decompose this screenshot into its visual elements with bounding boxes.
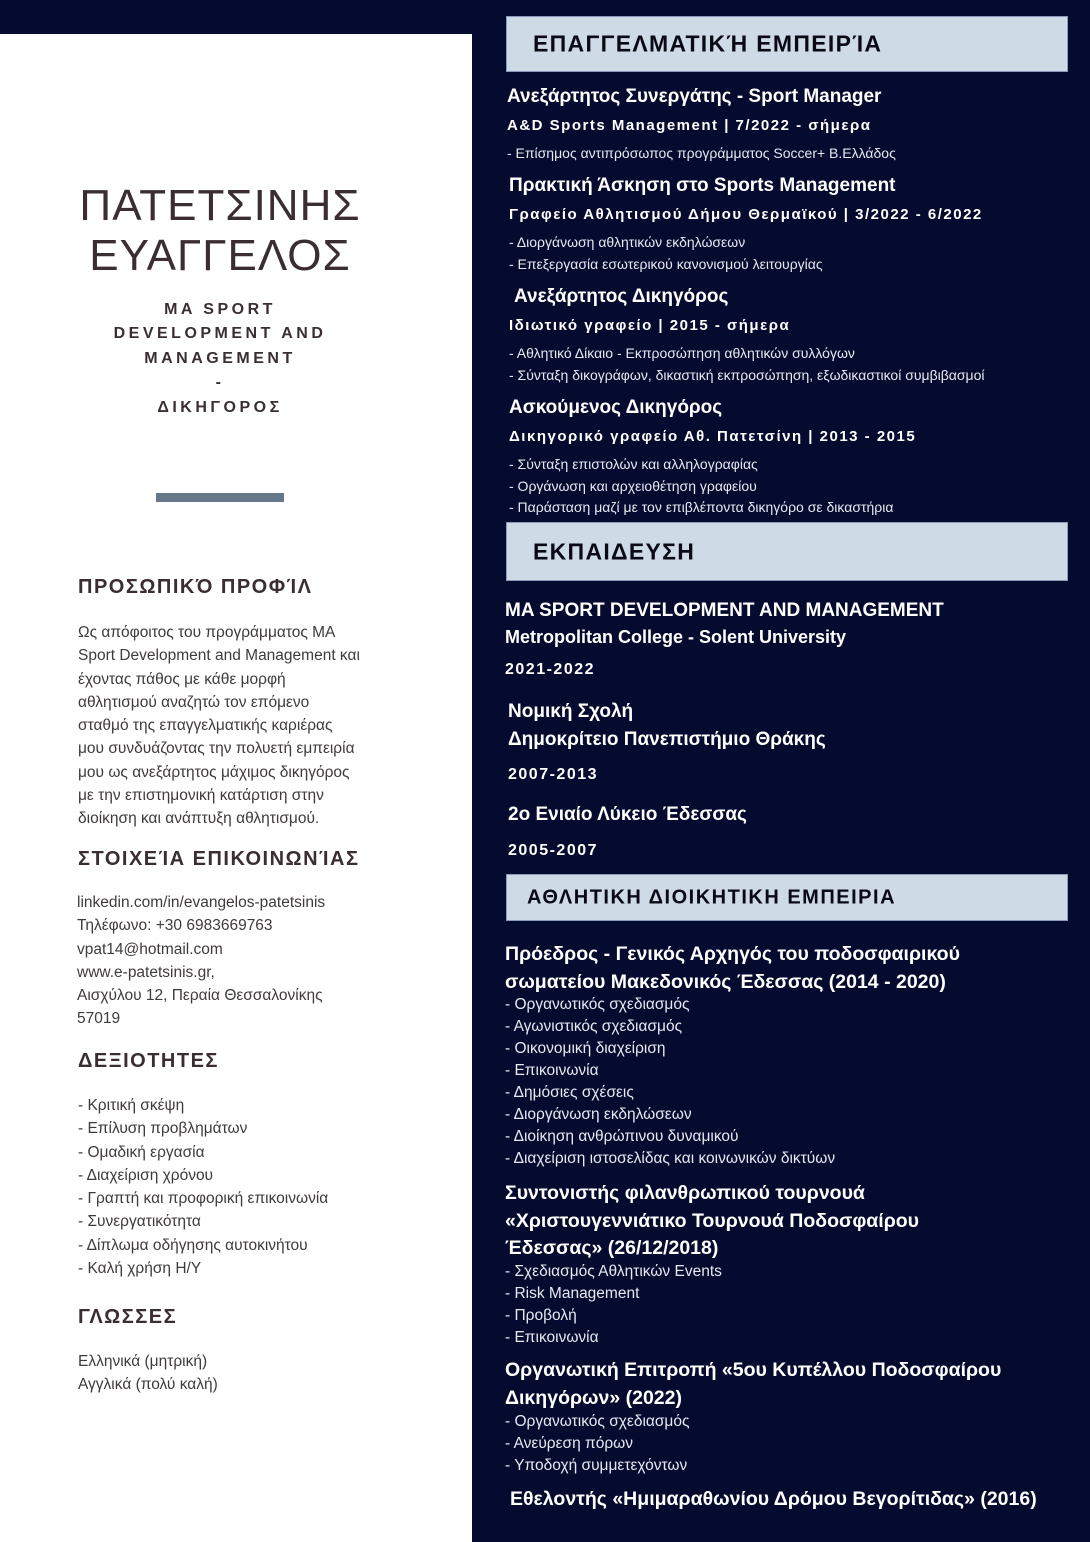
- job-title: Ανεξάρτητος Δικηγόρος: [514, 286, 729, 307]
- languages-heading: ΓΛΩΣΣΕΣ: [78, 1306, 178, 1328]
- job-item: - Σύνταξη επιστολών και αλληλογραφίας: [509, 456, 758, 472]
- skills-heading: ΔΕΞΙΟΤΗΤΕΣ: [78, 1050, 219, 1072]
- website-link[interactable]: www.e-patetsinis.gr,: [77, 963, 215, 981]
- education-heading: ΕΚΠΑΙΔΕΥΣΗ: [533, 538, 696, 564]
- role-item: - Οργανωτικός σχεδιασμός: [505, 996, 690, 1013]
- skill-item: - Διαχείριση χρόνου: [78, 1166, 214, 1184]
- experience-header: [506, 16, 1068, 72]
- skill-item: - Δίπλωμα οδήγησης αυτοκινήτου: [78, 1236, 308, 1254]
- skill-item: - Καλή χρήση Η/Υ: [78, 1260, 202, 1278]
- role-title-line: Συντονιστής φιλανθρωπικού τουρνουά: [505, 1182, 865, 1204]
- job-subtitle: Γραφείο Αθλητισμού Δήμου Θερμαϊκού | 3/2022 - 6/2022: [509, 206, 983, 223]
- role-item: - Αγωνιστικός σχεδιασμός: [505, 1018, 683, 1035]
- role-item: - Σχεδιασμός Αθλητικών Events: [505, 1263, 722, 1280]
- skill-item: - Κριτική σκέψη: [78, 1097, 185, 1114]
- role-title-line: Εθελοντής «Ημιμαραθωνίου Δρόμου Βεγορίτιδας» (2016): [510, 1488, 1037, 1510]
- role-title: [505, 1180, 1065, 1263]
- role-title-line: Οργανωτική Επιτροπή «5ου Κυπέλλου Ποδοσφαίρου: [505, 1359, 1002, 1381]
- experience-heading: ΕΠΑΓΓΕΛΜΑΤΙΚΉ ΕΜΠΕΙΡΊΑ: [533, 30, 883, 57]
- job-subtitle: Ιδιωτικό γραφείο | 2015 - σήμερα: [509, 317, 791, 334]
- role-items: [505, 1411, 689, 1477]
- job-subtitle: A&D Sports Management | 7/2022 - σήμερα: [507, 117, 872, 134]
- sports-admin-heading: ΑΘΛΗΤΙΚΗ ΔΙΟΙΚΗΤΙΚΗ ΕΜΠΕΙΡΙΑ: [527, 886, 897, 908]
- subtitle-line: ΔΙΚΗΓΟΡΟΣ: [157, 399, 283, 416]
- email-link[interactable]: vpat14@hotmail.com: [77, 940, 223, 958]
- education-years: 2007-2013: [508, 766, 599, 783]
- role-item: - Επικοινωνία: [505, 1062, 599, 1079]
- contact-details: [77, 891, 407, 1031]
- role-title-line: Δικηγόρων» (2022): [505, 1386, 682, 1409]
- role-item: - Διοίκηση ανθρώπινου δυναμικού: [505, 1128, 739, 1145]
- contact-heading: ΣΤΟΙΧΕΊΑ ΕΠΙΚΟΙΝΩΝΊΑΣ: [78, 848, 360, 870]
- name-firstname: ΕΥΑΓΓΕΛΟΣ: [89, 231, 351, 280]
- role-item: - Διοργάνωση εκδηλώσεων: [505, 1106, 692, 1123]
- profile-text: [78, 621, 408, 831]
- job-item: - Αθλητικό Δίκαιο - Εκπροσώπηση αθλητικών συλλόγων: [509, 345, 855, 361]
- role-title: [505, 941, 1065, 996]
- profile-line: αθλητισμού αναζητώ τον επόμενο: [78, 693, 310, 711]
- profile-line: Sport Development and Management και: [78, 647, 360, 665]
- profile-line: σταθμό της επαγγελματικής καριέρας: [78, 717, 333, 735]
- role-item: - Επικοινωνία: [505, 1329, 599, 1346]
- address-line: Αισχύλου 12, Περαία Θεσσαλονίκης: [77, 987, 323, 1005]
- skill-item: - Γραπτή και προφορική επικοινωνία: [78, 1190, 329, 1208]
- job-items: [509, 343, 985, 386]
- role-items: [505, 994, 835, 1170]
- profile-line: διοίκηση και ανάπτυξη αθλητισμού.: [78, 810, 320, 828]
- skill-item: - Ομαδική εργασία: [78, 1143, 205, 1161]
- education-header: [506, 522, 1068, 581]
- education-title: MA SPORT DEVELOPMENT AND MANAGEMENT: [505, 600, 944, 621]
- role-title: [505, 1357, 1065, 1412]
- job-title: Ανεξάρτητος Συνεργάτης - Sport Manager: [507, 86, 882, 107]
- education-years: 2021-2022: [505, 661, 596, 678]
- role-item: - Δημόσιες σχέσεις: [505, 1084, 634, 1101]
- education-institution: Δημοκρίτειο Πανεπιστήμιο Θράκης: [508, 729, 826, 750]
- role-title-line: Πρόεδρος - Γενικός Αρχηγός του ποδοσφαιρικού: [505, 943, 960, 965]
- profile-line: μου ως ανεξάρτητος μάχιμος δικηγόρος: [78, 763, 350, 781]
- role-title-line: «Χριστουγεννιάτικο Τουρνουά Ποδοσφαίρου: [505, 1209, 920, 1232]
- education-institution: Metropolitan College - Solent University: [505, 627, 847, 647]
- role-item: - Risk Management: [505, 1285, 640, 1302]
- role-item: - Ανεύρεση πόρων: [505, 1435, 634, 1452]
- job-title: Ασκούμενος Δικηγόρος: [509, 397, 723, 418]
- subtitle-line: DEVELOPMENT AND: [113, 325, 327, 342]
- job-item: - Επίσημος αντιπρόσωπος προγράμματος Soccer+ Β.Ελλάδος: [507, 145, 896, 161]
- name-surname: ΠΑΤΕΤΣΙΝΗΣ: [79, 181, 361, 230]
- job-item: - Οργάνωση και αρχειοθέτηση γραφείου: [509, 477, 757, 494]
- postal-code: 57019: [77, 1010, 121, 1028]
- job-item: - Παράσταση μαζί με τον επιβλέποντα δικηγόρο σε δικαστήρια: [509, 499, 894, 515]
- linkedin-link[interactable]: linkedin.com/in/evangelos-patetsinis: [77, 894, 326, 911]
- job-item: - Διοργάνωση αθλητικών εκδηλώσεων: [509, 234, 746, 250]
- education-title: Νομική Σχολή: [508, 701, 634, 722]
- subtitle-line: MA SPORT: [164, 301, 276, 318]
- language-item: Ελληνικά (μητρική): [78, 1353, 208, 1370]
- role-item: - Υποδοχή συμμετεχόντων: [505, 1457, 688, 1474]
- sports-admin-header: [506, 874, 1068, 921]
- language-item: Αγγλικά (πολύ καλή): [78, 1376, 218, 1394]
- education-title: 2ο Ενιαίο Λύκειο Έδεσσας: [508, 804, 747, 825]
- skills-list: [78, 1094, 408, 1280]
- profile-line: Ως απόφοιτος του προγράμματος MA: [78, 624, 336, 641]
- profile-heading: ΠΡΟΣΩΠΙΚΌ ΠΡΟΦΊΛ: [78, 576, 313, 598]
- phone-number: Τηλέφωνο: +30 6983669763: [77, 917, 273, 935]
- role-title: [510, 1486, 1070, 1514]
- job-items: [509, 232, 823, 275]
- languages-list: [78, 1350, 408, 1397]
- divider-bar: [156, 493, 284, 502]
- role-item: - Οργανωτικός σχεδιασμός: [505, 1413, 690, 1430]
- profile-line: έχοντας πάθος με κάθε μορφή: [78, 670, 286, 688]
- role-item: - Οικονομική διαχείριση: [505, 1040, 666, 1057]
- job-item: - Επεξεργασία εσωτερικού κανονισμού λειτουργίας: [509, 255, 823, 272]
- role-items: [505, 1261, 722, 1349]
- role-item: - Προβολή: [505, 1307, 577, 1324]
- subtitle-line: -: [215, 374, 225, 391]
- role-title-line: σωματείου Μακεδονικός Έδεσσας (2014 - 2020): [505, 970, 946, 993]
- education-years: 2005-2007: [508, 842, 599, 859]
- job-subtitle: Δικηγορικό γραφείο Αθ. Πατετσίνη | 2013 - 2015: [509, 428, 917, 445]
- profile-line: μου συνδυάζοντας την πολυετή εμπειρία: [78, 740, 355, 758]
- skill-item: - Συνεργατικότητα: [78, 1213, 201, 1231]
- role-title-line: Έδεσσας» (26/12/2018): [505, 1237, 719, 1259]
- role-item: - Διαχείριση ιστοσελίδας και κοινωνικών δικτύων: [505, 1150, 836, 1167]
- skill-item: - Επίλυση προβλημάτων: [78, 1120, 248, 1138]
- job-items: [509, 454, 893, 519]
- job-title: Πρακτική Άσκηση στο Sports Management: [509, 175, 896, 196]
- profile-line: με την επιστημονική κατάρτιση στην: [78, 787, 324, 805]
- subtitle-line: MANAGEMENT: [144, 350, 296, 367]
- job-item: - Σύνταξη δικογράφων, δικαστική εκπροσώπηση, εξωδικαστικοί συμβιβασμοί: [509, 366, 985, 383]
